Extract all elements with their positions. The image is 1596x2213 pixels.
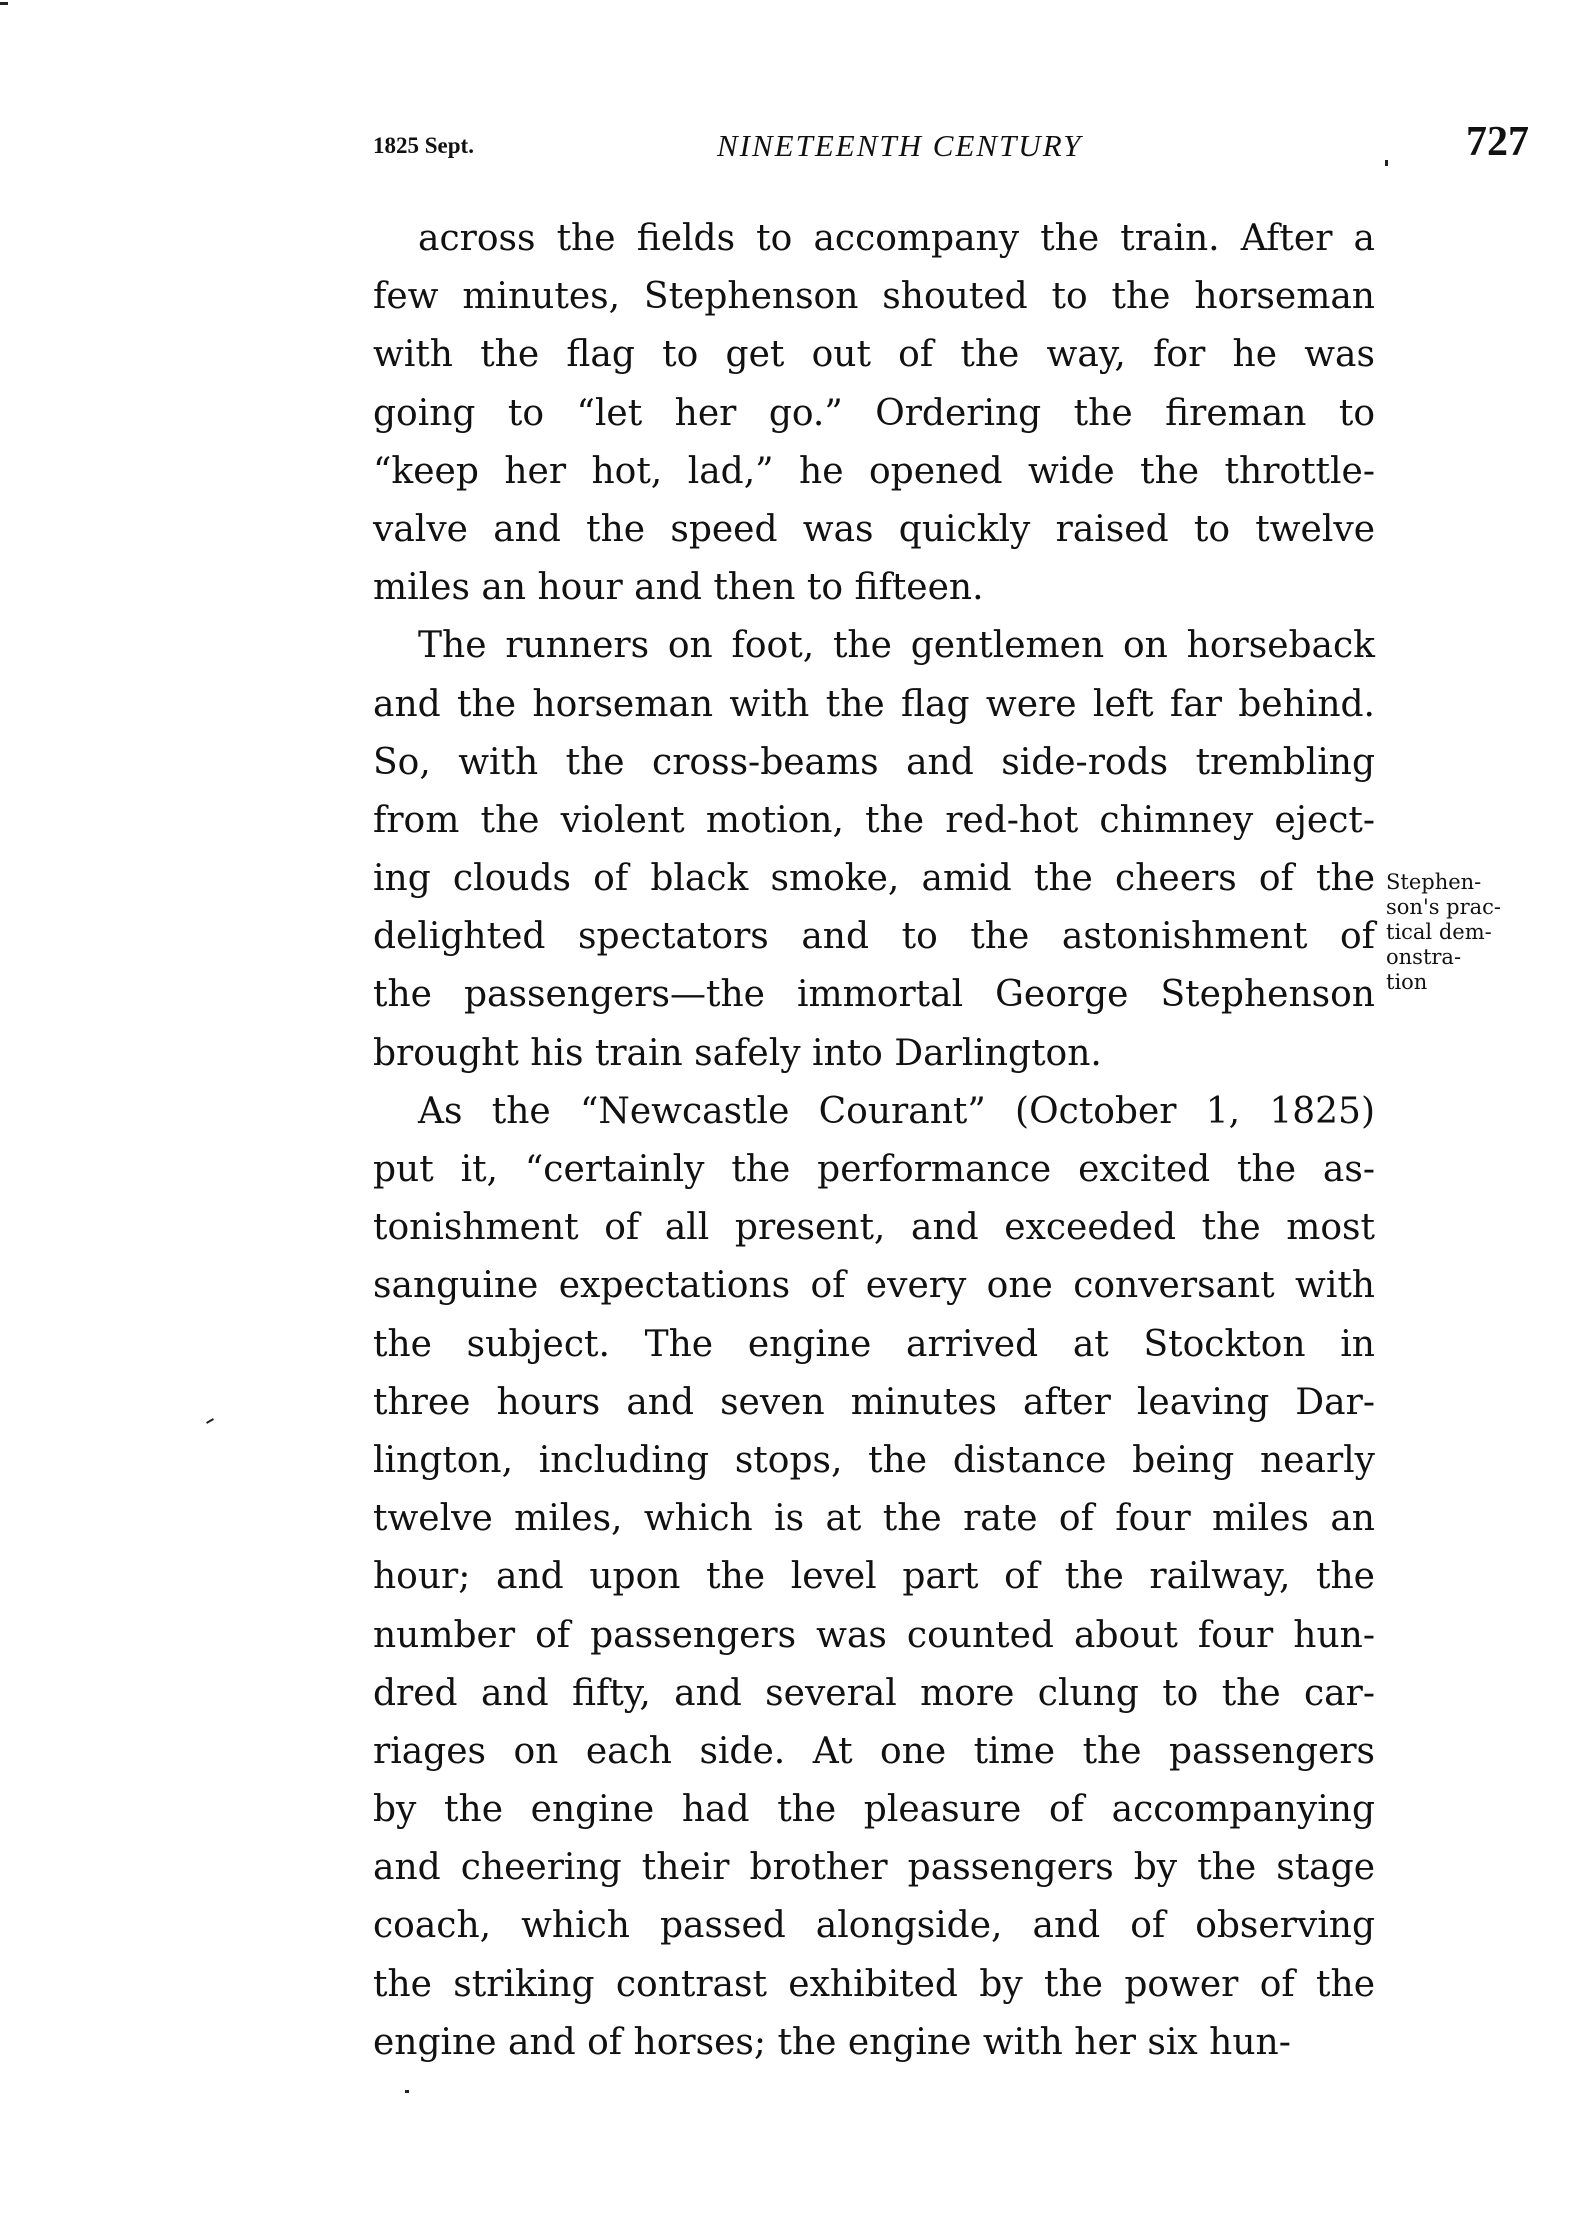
text-line: going to “let her go.” Ordering the fireman to [373,392,1375,434]
text-line: dred and fifty, and several more clung to the car- [373,1672,1375,1714]
text-line: “keep her hot, lad,” he opened wide the throttle- [373,450,1375,492]
margin-note-line: onstra- [1386,945,1462,969]
text-line: number of passengers was counted about four hun- [373,1614,1375,1656]
text-line: ing clouds of black smoke, amid the cheers of the [373,858,1375,900]
text-line: brought his train safely into Darlington. [373,1032,1102,1074]
text-line: and cheering their brother passengers by the stage [373,1847,1375,1889]
text-line: and the horseman with the flag were left far behind. [373,683,1375,725]
paragraph [373,1083,1375,2072]
text-line: few minutes, Stephenson shouted to the horseman [373,276,1375,318]
text-line: So, with the cross-beams and side-rods trembling [373,741,1375,783]
margin-note-line: tical dem- [1386,920,1492,944]
margin-note-line: son's prac- [1386,895,1502,919]
text-line: As the “Newcastle Courant” (October 1, 1825) [418,1090,1375,1132]
margin-note [1386,870,1501,995]
text-line: sanguine expectations of every one conversant with [373,1265,1375,1307]
text-line: the striking contrast exhibited by the power of the [373,1963,1375,2005]
text-line: riages on each side. At one time the passengers [373,1730,1375,1772]
scan-mark [0,2,8,5]
text-line: tonishment of all present, and exceeded the most [373,1207,1375,1249]
text-line: hour; and upon the level part of the railway, the [373,1556,1375,1598]
text-line: valve and the speed was quickly raised to twelve [373,508,1375,550]
text-line: the subject. The engine arrived at Stockton in [373,1323,1375,1365]
running-head-title: NINETEENTH CENTURY [717,128,1083,163]
scan-mark [206,1418,214,1424]
text-line: the passengers—the immortal George Stephenson [373,974,1375,1016]
margin-note-line: tion [1386,970,1428,994]
body-text [373,210,1375,2072]
text-line: by the engine had the pleasure of accompanying [373,1789,1375,1831]
text-line: delighted spectators and to the astonishment of [373,916,1375,958]
text-line: coach, which passed alongside, and of observing [373,1905,1375,1947]
running-head-date: 1825 Sept. [373,133,474,158]
text-line: three hours and seven minutes after leaving Dar- [373,1381,1375,1423]
text-line: lington, including stops, the distance being nearly [373,1439,1375,1481]
margin-note-line: Stephen- [1386,870,1482,894]
text-line: The runners on foot, the gentlemen on horseback [418,625,1375,667]
text-line: miles an hour and then to fifteen. [373,567,984,609]
paragraph [373,210,1375,617]
text-line: twelve miles, which is at the rate of four miles an [373,1498,1375,1540]
paragraph [373,617,1375,1083]
page-number: 727 [1466,119,1529,165]
scan-mark [1385,160,1388,166]
text-line: across the fields to accompany the train. After a [418,218,1375,259]
text-line: from the violent motion, the red-hot chimney eject- [373,799,1375,841]
text-line: with the flag to get out of the way, for he was [373,334,1375,376]
text-line: put it, “certainly the performance excited the as- [373,1149,1375,1190]
text-line: engine and of horses; the engine with her six hun- [373,2021,1291,2063]
scan-mark [405,2090,409,2093]
